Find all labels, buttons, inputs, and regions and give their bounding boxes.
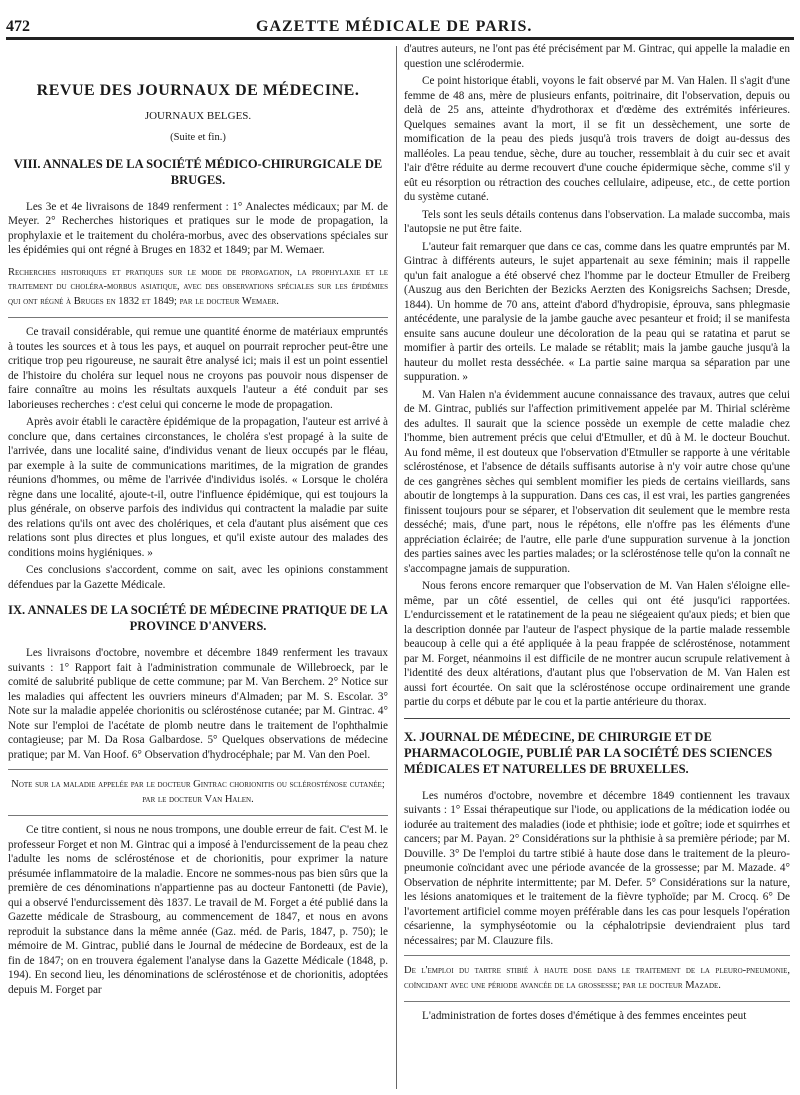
paragraph: L'auteur fait remarquer que dans ce cas, comme dans les quatre empruntés par M. Gintrac à différents auteurs, le sujet appartenait au sexe féminin; mais il rappelle qu'un fait analogue a été observé chez l'homme par le docteur Etmuller de Freiberg (Auszug aus den Berichten der Bezicks Aerzten des Konigsreichs Sachsen; Dresde, 1844). Un homme de 70 ans, atteint d'abord d'hydropisie, éprouva, sans phlegmasie antécédente, une paralysie de la jambe gauche avec pesanteur et froid; il se manifesta ensuite sans aucune douleur une décoloration de la peau qui se ratatina et parut se momifier à partir des orteils. Le malade se rétablit; mais la jambe gauche jusqu'à la hauteur du mollet resta desséchée. « La partie saine marqua sa séparation par une suppuration. » bbox=[404, 240, 790, 383]
section-9-title: IX. ANNALES DE LA SOCIÉTÉ DE MÉDECINE PRATIQUE DE LA PROVINCE D'ANVERS. bbox=[8, 603, 388, 633]
article-subhead: Note sur la maladie appelée par le docteur Gintrac chorionitis ou sclérosténose cutanée; par le docteur Van Halen. bbox=[11, 779, 385, 805]
divider-line bbox=[404, 718, 790, 719]
page-number: 472 bbox=[6, 18, 30, 35]
paragraph: Nous ferons encore remarquer que l'observation de M. Van Halen s'éloigne elle-même, par un côté essentiel, de celles qui ont été jusqu'ici rapportées. L'endurcissement et le ratatinement de la peau ne siégeaient qu'aux pieds; et bien que la description donnée par l'auteur de l'aspect physique de la partie malade ressemble beaucoup à celle qui a été appliquée à la peau frappée de sclérosténose, notamment par M. Forget, néanmoins il est difficile de ne montrer aucun scrupule relativement à l'identité des deux altérations, d'autant plus que l'observation de M. Van Halen est aussi fort écourtée. On sait que la sclérosténose occupe ordinairement une grande partie du corps et débute par le cou et la partie antérieure du thorax. bbox=[404, 580, 790, 708]
header-rule bbox=[6, 37, 794, 40]
continued-note: (Suite et fin.) bbox=[170, 132, 226, 143]
divider-line bbox=[404, 955, 790, 956]
paragraph: Ce point historique établi, voyons le fait observé par M. Van Halen. Il s'agit d'une femme de 48 ans, mère de plusieurs enfants, poitrinaire, dit l'observation, depuis ou delà de 25 ans, atteinte d'hydrothorax et d'œdème des extrémités inférieures. Quelques semaines avant la mort, il se fit un dessèchement, une sorte de momification de la peau des pieds jusqu'à trois travers de doigt au-dessus des malléoles. La peau tendue, sèche, dure au toucher, ressemblait à du cuir sec et avait l'air d'être réduite au derme recouvert d'une couche épidermique sèche, comme s'il y eût eu résorption ou rétraction des couches cellulaire, adipeuse, etc., de cette portion du système cutané. bbox=[404, 75, 790, 203]
section-10-title: X. JOURNAL DE MÉDECINE, DE CHIRURGIE ET DE PHARMACOLOGIE, PUBLIÉ PAR LA SOCIÉTÉ DES SCIENCES MÉDICALES ET NATURELLES DE BRUXELLES. bbox=[404, 729, 773, 776]
paragraph: Ce titre contient, si nous ne nous trompons, une double erreur de fait. C'est M. le professeur Forget et non M. Gintrac qui a imposé à l'endurcissement de la peau chez l'adulte les noms de sclérosténose et de chorionitis, pour exprimer la nature présumée inflammatoire de la maladie. Encore ne sommes-nous pas bien sûrs que la première de ces dénominations n'appartienne pas au docteur Fantonetti (de Pavie), qui a observé l'endurcissement dès 1837. Le travail de M. Forget a été publié dans la Gazette médicale de Strasbourg, au commencement de 1847, et nous en avons reproduit la substance dans la même année (Gaz. méd. de Paris, 1847, p. 750); le mémoire de M. Gintrac, publié dans le Journal de médecine de Bordeaux, est de la fin de 1847; on en trouvera également l'analyse dans la Gazette Médicale (1848, p. 194). En second lieu, les dénominations de sclérosténose et de chorionitis, adoptées depuis M. Forget par bbox=[8, 824, 388, 996]
divider-line bbox=[404, 1001, 790, 1002]
left-column bbox=[8, 48, 388, 1000]
review-subtitle: JOURNAUX BELGES. bbox=[144, 109, 252, 122]
paragraph: Les numéros d'octobre, novembre et décembre 1849 contiennent les travaux suivants : 1° Essai thérapeutique sur l'iode, ou applications de la médication iodée ou iodurée au traitement des maladies (iode et phthisie; iode et goître; iode et squirrhes et cancers; par M. Payan. 2° Considérations sur la phthisie à sa première période; par M. Douville. 3° De l'emploi du tartre stibié à haute dose dans le traitement de la pleuro-pneumonie coïncidant avec une période avancée de la grossesse; par M. Mazade. 4° Observation de néphrite intermittente; par M. Defer. 5° Considérations sur la nature, les lésions anatomiques et le traitement de la fièvre typhoïde; par M. Crocq. 6° De l'avortement artificiel comme moyen préférable dans les cas pour lesquels l'opération césarienne, la symphyséotomie ou la céphalotripsie deviendraient plus tard nécessaires; par M. Clauzure fils. bbox=[404, 789, 790, 947]
review-title: REVUE DES JOURNAUX DE MÉDECINE. bbox=[36, 82, 360, 99]
paragraph: Après avoir établi le caractère épidémique de la propagation, l'auteur est arrivé à conclure que, dans certaines circonstances, le choléra s'est propagé à la suite de l'arrivée, dans une localité saine, d'individus venant de lieux occupés par le fléau, par exemple à la suite de communications maritimes, de la migration de grandes réunions d'hommes, ou même de l'arrivée d'individus isolés. « Lorsque le choléra règne dans une localité, ajoute-t-il, outre l'influence épidémique, qui est toujours la plus générale, on observe parfois des individus qui contractent la maladie par suite des relations qu'ils ont avec des cholériques, et cela d'autant plus aisément que ces relations sont plus directes et plus longues, et qu'il existe autour des malades des conditions moins hygiéniques. » bbox=[8, 416, 388, 559]
journal-title: GAZETTE MÉDICALE DE PARIS. bbox=[256, 18, 533, 35]
article-subhead: De l'emploi du tartre stibié à haute dose dans le traitement de la pleuro-pneumonie, coïncidant avec une période avancée de la grossesse; par le docteur Mazade. bbox=[404, 965, 790, 991]
section-8-title: VIII. ANNALES DE LA SOCIÉTÉ MÉDICO-CHIRURGICALE DE BRUGES. bbox=[13, 156, 383, 187]
paragraph: Ce travail considérable, qui remue une quantité énorme de matériaux empruntés à toutes les sources et à tous les pays, et auquel on pourrait reprocher peut-être une critique trop peu rigoureuse, ne saurait être analysé ici; mais il est un point essentiel de l'histoire du choléra sur lequel nous ne croyons pas pouvoir nous dispenser de faire connaître au moins les résultats auxquels l'auteur a été conduit par ses laborieuses recherches : c'est celui qui concerne le mode de propagation. bbox=[8, 326, 388, 411]
divider-line bbox=[8, 769, 388, 770]
paragraph: L'administration de fortes doses d'émétique à des femmes enceintes peut bbox=[422, 1010, 747, 1022]
divider-line bbox=[8, 317, 388, 318]
article-subhead: Recherches historiques et pratiques sur le mode de propagation, la prophylaxie et le traitement du choléra-morbus asiatique, avec des observations spéciales sur les épidémies qui ont régné à Bruges en 1832 et 1849; par le docteur Wemaer. bbox=[8, 266, 388, 307]
paragraph: Ces conclusions s'accordent, comme on sait, avec les opinions constamment défendues par la Gazette Médicale. bbox=[8, 564, 388, 591]
right-column bbox=[404, 42, 790, 1027]
paragraph: Les livraisons d'octobre, novembre et décembre 1849 renferment les travaux suivants : 1° Rapport fait à l'administration communale de Willebroeck, par le comité de salubrité publique de cette commune; par M. Van Berchem. 2° Notice sur les maladies qui affectent les ouvriers mineurs d'Almaden; par M. S. Escolar. 3° Note sur la maladie appelée chorionitis ou sclérosténose cutanée; par M. Gintrac. 4° Note sur l'emploi de l'acétate de plomb neutre dans le traitement de l'ophthalmie contagieuse; par M. Da Rosa Galbardose. 5° Quelques observations de médecine pratique; par M. Van Hoof. 6° Observation d'hydrocéphale; par M. Van den Poel. bbox=[8, 647, 388, 761]
column-divider bbox=[396, 46, 397, 1089]
paragraph: M. Van Halen n'a évidemment aucune connaissance des travaux, autres que celui de M. Gintrac, publiés sur l'affection primitivement appelée par M. Thirial sclérème des adultes. Il saurait que la science possède un exemple de cette maladie chez l'homme, bien autrement précis que celui d'Etmuller, et dû à M. le docteur Bouchut. Au fond même, il est douteux que l'observation d'Etmuller se rapporte à une véritable sclérosténose, et l'absence de détails suffisants autorise à n'y voir autre chose qu'une de ces gangrènes sèches qui semblent momifier les pieds de certains vieillards, sans aboutir de longtemps à la suppuration. Dans ces cas, il est vrai, les parties gangrenées finissent toujours pour se séparer, et l'observation dit seulement que le membre resta desséché; mais, d'une part, nous le répétons, elle n'offre pas les éléments d'une appréciation éclairée; de l'autre, elle parle d'une suppuration survenue à la jonction des parties saines avec les parties malades; or la sclérosténose telle qu'on la connaît ne s'accompagne jamais de suppuration. bbox=[404, 388, 790, 575]
paragraph: d'autres auteurs, ne l'ont pas été précisément par M. Gintrac, qui appelle la maladie en question une sclérodermie. bbox=[404, 43, 790, 70]
paragraph: Tels sont les seuls détails contenus dans l'observation. La malade succomba, mais l'autopsie ne put être faite. bbox=[404, 208, 790, 235]
paragraph: Les 3e et 4e livraisons de 1849 renferment : 1° Analectes médicaux; par M. de Meyer. 2° Recherches historiques et pratiques sur le mode de propagation, la prophylaxie et le traitement du choléra-morbus, avec des observations spéciales sur les épidémies qui ont régné à Bruges en 1832 et 1849; par M. Wemaer. bbox=[8, 200, 388, 256]
divider-line bbox=[8, 815, 388, 816]
